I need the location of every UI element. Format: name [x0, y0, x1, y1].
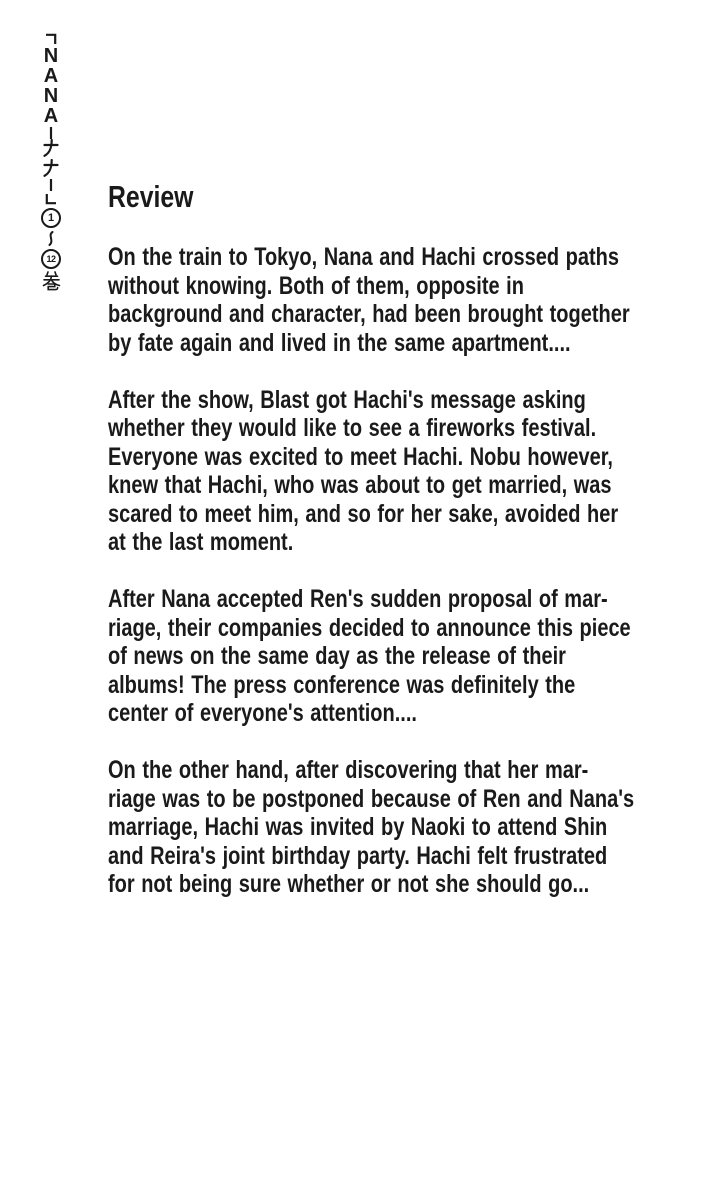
text-line: whether they would like to see a fireworks festival.	[108, 414, 597, 442]
text-line: On the train to Tokyo, Nana and Hachi crossed paths	[108, 243, 619, 271]
volume-start-badge: 1	[41, 208, 61, 228]
text-line: Everyone was excited to meet Hachi. Nobu however,	[108, 442, 613, 471]
spine-title	[38, 33, 64, 291]
text-line: riage was to be postponed because of Ren and Nana's	[108, 784, 635, 813]
text-line: of news on the same day as the release of their	[108, 642, 566, 670]
text-line: On the other hand, after discovering that her mar-	[108, 756, 589, 784]
review-heading: Review	[108, 179, 194, 214]
text-line: without knowing. Both of them, opposite in	[108, 271, 524, 300]
text-line: knew that Hachi, who was about to get married, was	[108, 471, 612, 499]
katakana-na-icon	[43, 139, 59, 157]
text-line: After Nana accepted Ren's sudden proposal of mar-	[108, 585, 608, 613]
bracket-close-icon	[45, 193, 57, 205]
prolonged-dash-icon	[48, 179, 54, 191]
spine-letter: N	[43, 85, 59, 107]
review-paragraph	[108, 386, 636, 557]
text-line: and Reira's joint birthday party. Hachi felt frustrated	[108, 841, 608, 870]
text-line: marriage, Hachi was invited by Naoki to attend Shin	[108, 813, 608, 841]
review-paragraph	[108, 243, 636, 357]
text-line: at the last moment.	[108, 528, 294, 556]
text-line: scared to meet him, and so for her sake, avoided her	[108, 499, 619, 528]
bracket-open-icon	[45, 33, 57, 45]
review-paragraph	[108, 756, 636, 899]
text-line: After the show, Blast got Hachi's message asking	[108, 385, 586, 414]
spine-letter: A	[43, 65, 59, 87]
wave-dash-icon	[46, 231, 56, 246]
text-line: riage, their companies decided to announce this piece	[108, 613, 631, 642]
spine-letter: N	[43, 45, 59, 67]
spine-letter: A	[43, 105, 59, 127]
text-line: for not being sure whether or not she should go...	[108, 870, 590, 898]
text-line: albums! The press conference was definitely the	[108, 670, 576, 699]
prolonged-dash-icon	[48, 127, 54, 139]
katakana-na-icon	[43, 159, 59, 177]
kanji-volume-icon	[42, 271, 61, 291]
review-section	[108, 179, 636, 927]
review-paragraph	[108, 585, 636, 728]
volume-end-badge: 12	[41, 249, 61, 269]
text-line: by fate again and lived in the same apartment....	[108, 328, 571, 357]
text-line: center of everyone's attention....	[108, 699, 417, 727]
text-line: background and character, had been brought together	[108, 300, 630, 328]
